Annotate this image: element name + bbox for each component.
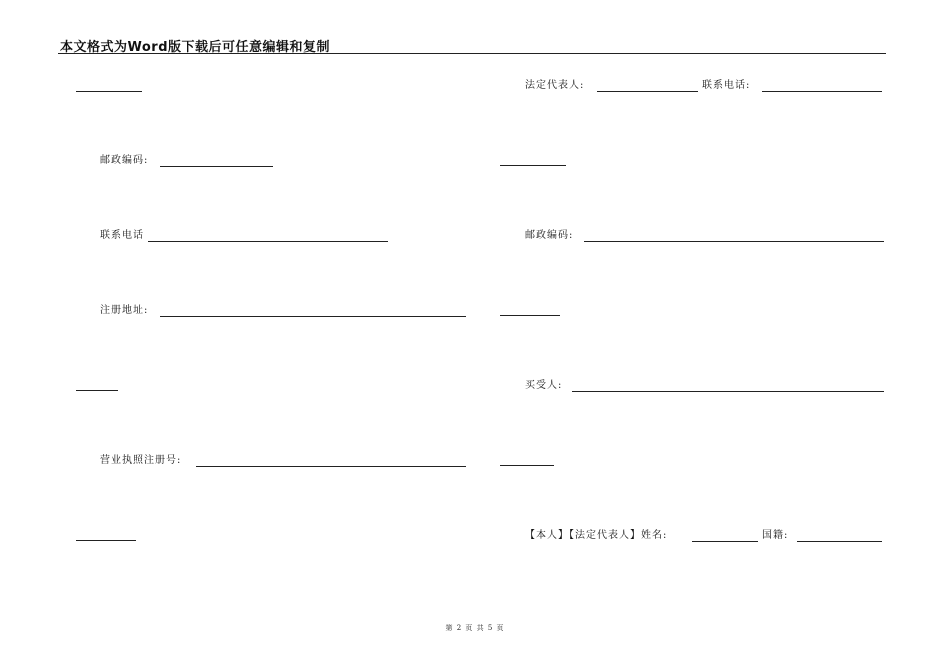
right-name-field[interactable] (692, 541, 758, 542)
left-postal-code-field[interactable] (160, 166, 273, 167)
right-postal-code-label: 邮政编码: (525, 230, 574, 241)
left-phone-field[interactable] (148, 241, 388, 242)
right-buyer-label: 买受人: (525, 380, 563, 391)
right-phone-field[interactable] (762, 91, 882, 92)
left-license-no-label: 营业执照注册号: (100, 455, 182, 466)
right-nationality-label: 国籍: (762, 530, 789, 541)
left-blank-line-3[interactable] (76, 540, 136, 541)
right-blank-line-2[interactable] (500, 315, 560, 316)
left-reg-address-label: 注册地址: (100, 305, 149, 316)
left-reg-address-field[interactable] (160, 316, 466, 317)
right-self-rep-label: 【本人】【法定代表人】姓名: (525, 530, 668, 541)
right-legal-rep-label: 法定代表人: (525, 80, 585, 91)
right-nationality-field[interactable] (797, 541, 882, 542)
left-blank-line-1[interactable] (76, 91, 142, 92)
left-phone-label: 联系电话 (100, 230, 144, 241)
right-legal-rep-field[interactable] (597, 91, 698, 92)
header-rule (58, 53, 886, 54)
right-buyer-field[interactable] (572, 391, 884, 392)
right-phone-label: 联系电话: (702, 80, 751, 91)
left-blank-line-2[interactable] (76, 390, 118, 391)
left-license-no-field[interactable] (196, 466, 466, 467)
page-header-title: 本文格式为Word版下载后可任意编辑和复制 (60, 40, 331, 55)
page-footer: 第 2 页 共 5 页 (445, 624, 505, 632)
right-postal-code-field[interactable] (584, 241, 884, 242)
right-blank-line-1[interactable] (500, 165, 566, 166)
left-postal-code-label: 邮政编码: (100, 155, 149, 166)
right-blank-line-3[interactable] (500, 465, 554, 466)
